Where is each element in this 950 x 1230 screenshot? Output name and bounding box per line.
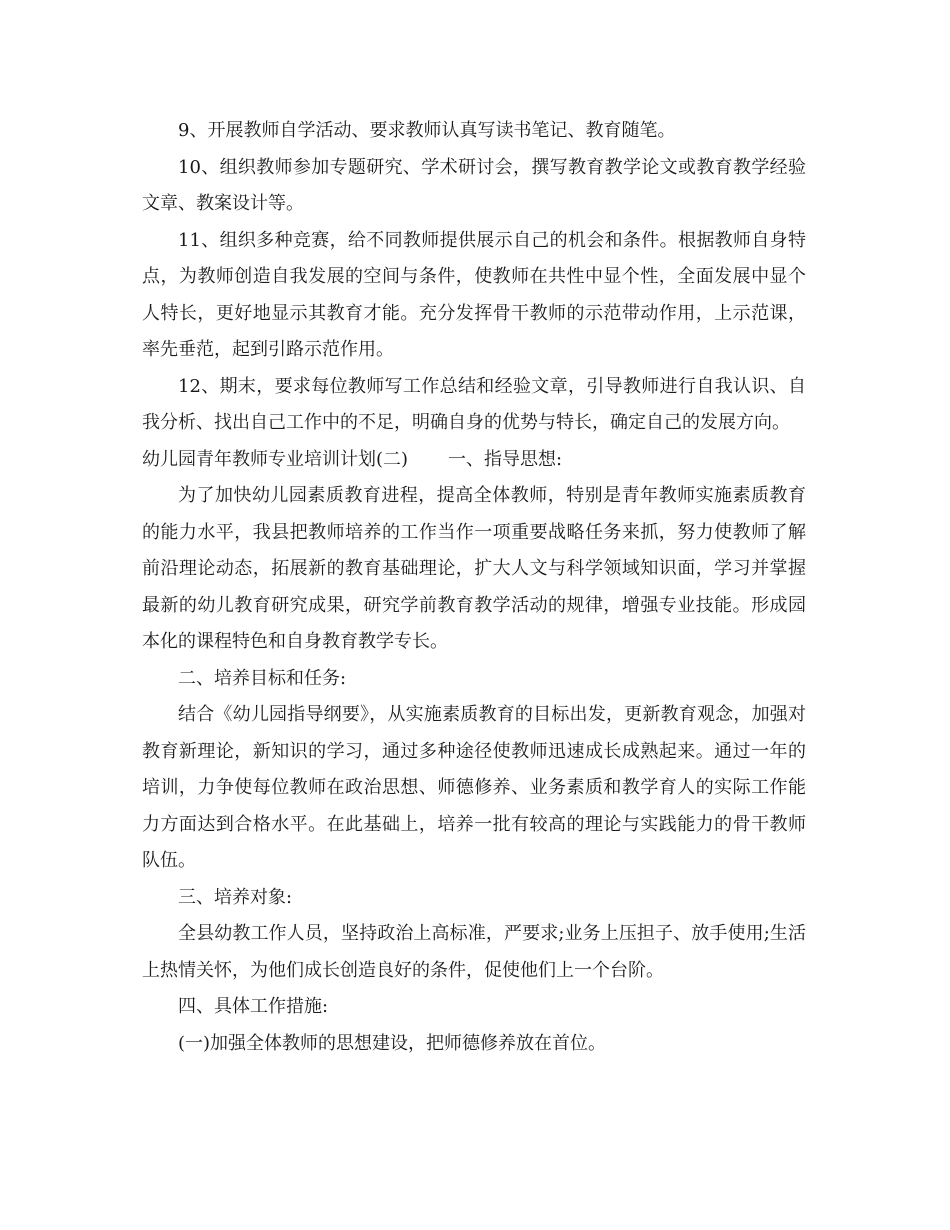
heading-training-targets: 三、培养对象: xyxy=(178,886,293,908)
heading-work-measures: 四、具体工作措施: xyxy=(178,996,329,1017)
section-title: 幼儿园青年教师专业培训计划(二) xyxy=(142,448,409,470)
document-body xyxy=(142,113,806,1062)
heading-guiding-ideology: 一、指导思想: xyxy=(448,448,563,470)
paragraph-item-10: 10、组织教师参加专题研究、学术研讨会，撰写教育教学论文或教育教学经验文章、教案设计等。 xyxy=(142,156,806,214)
paragraph-item-12: 12、期末，要求每位教师写工作总结和经验文章，引导教师进行自我认识、自我分析、找出自己工作中的不足，明确自身的优势与特长，确定自己的发展方向。 xyxy=(142,375,806,433)
paragraph-item-9: 9、开展教师自学活动、要求教师认真写读书笔记、教育随笔。 xyxy=(178,120,676,141)
paragraph-work-measure-1: (一)加强全体教师的思想建设，把师德修养放在首位。 xyxy=(178,1032,607,1054)
heading-goals-tasks: 二、培养目标和任务: xyxy=(178,667,347,689)
paragraph-goals-tasks: 结合《幼儿园指导纲要》，从实施素质教育的目标出发，更新教育观念，加强对教育新理论，新知识的学习，通过多种途径使教师迅速成长成熟起来。通过一年的培训，力争使每位教师在政治思想、师德修养、业务素质和教学育人的实际工作能力方面达到合格水平。在此基础上，培养一批有较高的理论与实践能力的骨干教师队伍。 xyxy=(142,704,806,871)
paragraph-training-targets: 全县幼教工作人员，坚持政治上高标准，严要求;业务上压担子、放手使用;生活上热情关怀，为他们成长创造良好的条件，促使他们上一个台阶。 xyxy=(142,923,806,981)
section-title-line xyxy=(142,442,806,479)
paragraph-guiding-ideology: 为了加快幼儿园素质教育进程，提高全体教师，特别是青年教师实施素质教育的能力水平，我县把教师培养的工作当作一项重要战略任务来抓，努力使教师了解前沿理论动态，拓展新的教育基础理论，扩大人文与科学领域知识面，学习并掌握最新的幼儿教育研究成果，研究学前教育教学活动的规律，增强专业技能。形成园本化的课程特色和自身教育教学专长。 xyxy=(142,485,806,652)
paragraph-item-11: 11、组织多种竞赛，给不同教师提供展示自己的机会和条件。根据教师自身特点，为教师创造自我发展的空间与条件，使教师在共性中显个性，全面发展中显个人特长，更好地显示其教育才能。充分发挥骨干教师的示范带动作用，上示范课，率先垂范，起到引路示范作用。 xyxy=(142,229,806,360)
